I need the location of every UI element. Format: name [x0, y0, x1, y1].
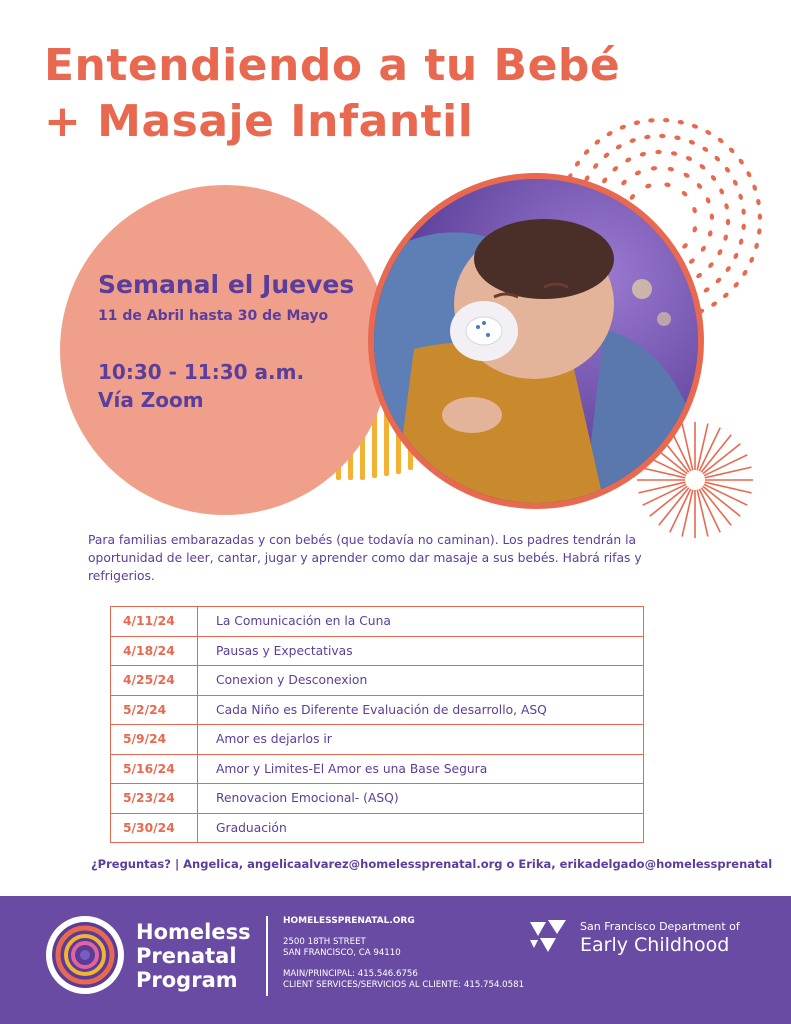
decorative-dot [758, 213, 763, 220]
footer-divider [266, 916, 268, 996]
decorative-dot [738, 158, 745, 166]
decorative-dot [674, 135, 681, 141]
decorative-dot [700, 245, 707, 253]
org-name-line-3: Program [136, 968, 238, 992]
decorative-dot [699, 163, 707, 170]
session-date: 5/23/24 [111, 784, 198, 814]
decorative-dot [696, 182, 704, 190]
decorative-dot [741, 223, 746, 230]
decorative-dot [722, 292, 730, 300]
burst-ray [703, 486, 741, 516]
decorative-dot [611, 165, 619, 173]
website-link[interactable]: HOMELESSPRENATAL.ORG [283, 916, 415, 926]
decorative-dot [620, 179, 628, 187]
decorative-dot [594, 138, 602, 145]
decorative-dot [724, 166, 731, 174]
table-row [111, 636, 644, 666]
decorative-dot [725, 265, 732, 273]
org-name [136, 920, 251, 992]
decorative-dot [710, 174, 717, 182]
session-date: 4/25/24 [111, 666, 198, 696]
session-date: 5/30/24 [111, 813, 198, 843]
decorative-dot [659, 134, 666, 139]
event-location: Vía Zoom [98, 388, 204, 412]
decorative-dot [732, 179, 739, 187]
title-line-1: Entendiendo a tu Bebé [44, 40, 621, 91]
decorative-dot [663, 118, 670, 123]
decorative-dot [671, 151, 678, 157]
decorative-dot [695, 272, 703, 279]
burst-ray [659, 488, 689, 526]
table-row [111, 754, 644, 784]
session-date: 4/18/24 [111, 636, 198, 666]
table-row [111, 607, 644, 637]
address-block [283, 916, 524, 991]
decorative-dot [701, 146, 709, 153]
burst-ray [650, 486, 688, 516]
burst-ray [703, 444, 741, 474]
partner-name-line-1: San Francisco Department of [580, 920, 740, 933]
decorative-dot [664, 182, 671, 188]
session-topic: Amor es dejarlos ir [198, 725, 644, 755]
decorative-dot [709, 213, 714, 220]
org-name-line-2: Prenatal [136, 944, 237, 968]
decorative-dot [717, 137, 725, 144]
session-topic: Conexion y Desconexion [198, 666, 644, 696]
decorative-dot [688, 139, 696, 145]
table-row [111, 666, 644, 696]
decorative-dot [745, 170, 752, 178]
decorative-dot [574, 160, 581, 168]
session-topic: La Comunicación en la Cuna [198, 607, 644, 637]
partner-name-line-2: Early Childhood [580, 934, 730, 956]
session-date: 5/16/24 [111, 754, 198, 784]
decorative-dot [752, 184, 758, 191]
decorative-dot [716, 248, 723, 256]
session-date: 4/11/24 [111, 607, 198, 637]
decorative-dot [707, 261, 715, 269]
table-row [111, 813, 644, 843]
decorative-dot [738, 193, 744, 200]
event-days: Semanal el Jueves [98, 270, 355, 299]
decorative-dot [681, 190, 689, 198]
burst-ray [701, 435, 731, 473]
session-topic: Renovacion Emocional- (ASQ) [198, 784, 644, 814]
decorative-dot [707, 230, 713, 237]
decorative-dot [634, 170, 642, 177]
table-row [111, 784, 644, 814]
phone-main: MAIN/PRINCIPAL: 415.546.6756 [283, 969, 418, 979]
decorative-dot [718, 188, 725, 196]
address-line-1: 2500 18TH STREET [283, 937, 366, 947]
title-line-2: + Masaje Infantil [44, 96, 474, 147]
decorative-dot [726, 219, 731, 226]
decorative-dot [754, 242, 760, 249]
decorative-dot [615, 143, 623, 150]
event-info [98, 270, 354, 414]
decorative-dot [704, 129, 712, 136]
event-dates: 11 de Abril hasta 30 de Mayo [98, 308, 329, 324]
burst-ray [701, 488, 731, 526]
decorative-dot [732, 281, 739, 289]
session-topic: Cada Niño es Diferente Evaluación de desarrollo, ASQ [198, 695, 644, 725]
decorative-dot [667, 166, 674, 172]
decorative-dot [748, 256, 755, 264]
sf-early-childhood-logo-icon [528, 918, 568, 954]
table-row [111, 695, 644, 725]
baby-photo [368, 173, 704, 509]
decorative-dot [703, 286, 711, 293]
decorative-dot [655, 150, 661, 155]
page-title [44, 38, 620, 150]
phone-client-services: CLIENT SERVICES/SERVICIOS AL CLIENTE: 415.754.0581 [283, 980, 525, 990]
decorative-dot [705, 197, 711, 205]
org-name-line-1: Homeless [136, 920, 251, 944]
session-topic: Pausas y Expectativas [198, 636, 644, 666]
decorative-dot [592, 162, 599, 170]
decorative-dot [683, 172, 691, 179]
decorative-dot [691, 123, 699, 129]
decorative-dot [619, 124, 627, 130]
decorative-dot [629, 137, 636, 143]
decorative-dot [738, 238, 744, 245]
decorative-dot [644, 134, 651, 139]
decorative-dot [629, 193, 636, 201]
decorative-dot [713, 155, 721, 163]
address-line-2: SAN FRANCISCO, CA 94110 [283, 948, 401, 958]
decorative-dot [724, 203, 730, 210]
decorative-dot [624, 156, 632, 163]
decorative-dot [688, 257, 696, 264]
decorative-dot [601, 177, 608, 185]
schedule-table [110, 606, 644, 843]
decorative-dot [583, 148, 591, 156]
footer [0, 896, 791, 1024]
decorative-dot [710, 301, 718, 308]
decorative-dot [723, 234, 729, 241]
decorative-dot [639, 151, 646, 157]
decorative-dot [677, 119, 684, 125]
decorative-dot [651, 166, 658, 171]
decorative-dot [757, 228, 762, 235]
session-topic: Amor y Limites-El Amor es una Base Segura [198, 754, 644, 784]
decorative-dot [756, 198, 761, 205]
table-row [111, 725, 644, 755]
decorative-dot [603, 152, 611, 159]
decorative-dot [741, 208, 746, 215]
homeless-prenatal-logo-icon [44, 914, 126, 996]
description: Para familias embarazadas y con bebés (que todavía no caminan). Los padres tendrán la oportunidad de leer, cantar, jugar y aprender como dar masaje a sus bebés. Habrá rifas y refrigerios. [88, 533, 642, 583]
event-time: 10:30 - 11:30 a.m. [98, 360, 305, 384]
decorative-dot [633, 120, 640, 126]
decorative-dot [733, 252, 740, 260]
decorative-dot [692, 226, 698, 233]
decorative-dot [728, 146, 736, 154]
session-date: 5/2/24 [111, 695, 198, 725]
decorative-dot [685, 155, 693, 162]
decorative-dot [715, 277, 723, 285]
decorative-dot [681, 242, 689, 250]
decorative-dot [741, 269, 748, 277]
decorative-dot [648, 118, 655, 123]
decorative-dot [692, 206, 698, 213]
decorative-dot [645, 183, 652, 189]
session-topic: Graduación [198, 813, 644, 843]
contact-line: ¿Preguntas? | Angelica, angelicaalvarez@homelessprenatal.org o Erika, erikadelgado@homelessprenatal [91, 857, 773, 871]
session-date: 5/9/24 [111, 725, 198, 755]
decorative-dot [606, 130, 614, 137]
baby-illustration [374, 179, 698, 503]
